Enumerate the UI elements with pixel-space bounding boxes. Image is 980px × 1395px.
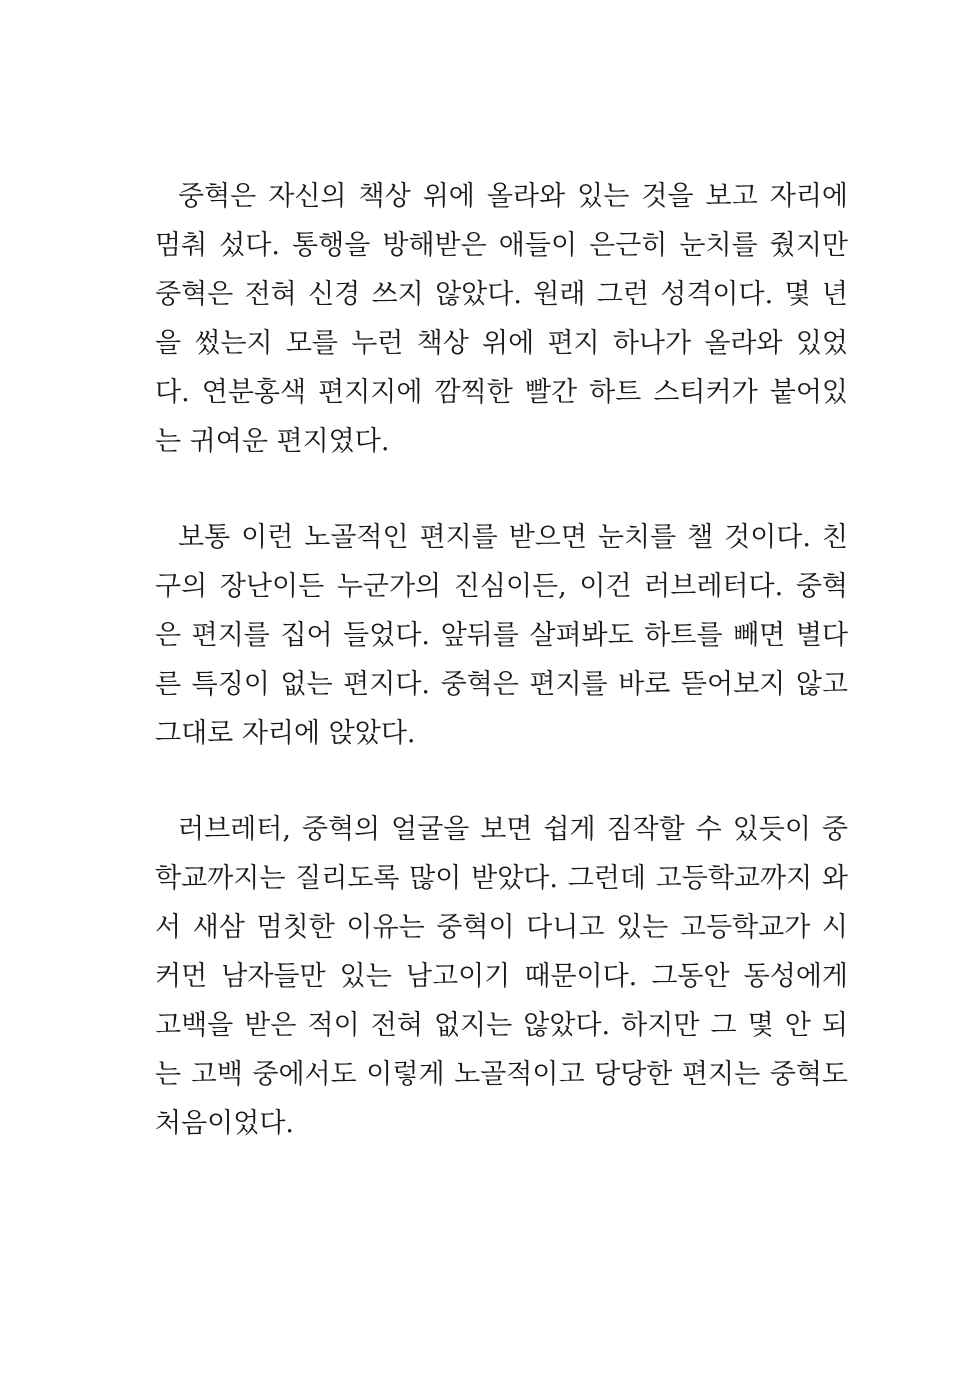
paragraph-3-line-2: 학교까지는 질리도록 많이 받았다. 그런데 고등학교까지 와 xyxy=(155,863,848,894)
paragraph-3-line-1: 러브레터, 중혁의 얼굴을 보면 쉽게 짐작할 수 있듯이 중 xyxy=(178,814,848,845)
paragraph-2-line-1: 보통 이런 노골적인 편지를 받으면 눈치를 챌 것이다. 친 xyxy=(178,522,848,553)
paragraph-1-line-6: 는 귀여운 편지였다. xyxy=(155,426,390,457)
paragraph-3-line-6: 는 고백 중에서도 이렇게 노골적이고 당당한 편지는 중혁도 xyxy=(155,1059,848,1090)
paragraph-1-line-1: 중혁은 자신의 책상 위에 올라와 있는 것을 보고 자리에 xyxy=(178,181,848,212)
paragraph-3-line-3: 서 새삼 멈칫한 이유는 중혁이 다니고 있는 고등학교가 시 xyxy=(155,912,848,943)
paragraph-1-line-5: 다. 연분홍색 편지지에 깜찍한 빨간 하트 스티커가 붙어있 xyxy=(155,377,848,408)
paragraph-3-line-7: 처음이었다. xyxy=(155,1108,294,1139)
paragraph-3-line-5: 고백을 받은 적이 전혀 없지는 않았다. 하지만 그 몇 안 되 xyxy=(155,1010,848,1041)
paragraph-2-line-4: 른 특징이 없는 편지다. 중혁은 편지를 바로 뜯어보지 않고 xyxy=(155,669,848,700)
paragraph-1-line-3: 중혁은 전혀 신경 쓰지 않았다. 원래 그런 성격이다. 몇 년 xyxy=(155,279,848,310)
paragraph-1-line-4: 을 썼는지 모를 누런 책상 위에 편지 하나가 올라와 있었 xyxy=(155,328,848,359)
paragraph-1-line-2: 멈춰 섰다. 통행을 방해받은 애들이 은근히 눈치를 줬지만 xyxy=(155,230,848,261)
paragraph-2-line-2: 구의 장난이든 누군가의 진심이든, 이건 러브레터다. 중혁 xyxy=(155,571,848,602)
paragraph-2-line-3: 은 편지를 집어 들었다. 앞뒤를 살펴봐도 하트를 빼면 별다 xyxy=(155,620,848,651)
paragraph-2-line-5: 그대로 자리에 앉았다. xyxy=(155,718,416,749)
paragraph-3-line-4: 커먼 남자들만 있는 남고이기 때문이다. 그동안 동성에게 xyxy=(155,961,848,992)
